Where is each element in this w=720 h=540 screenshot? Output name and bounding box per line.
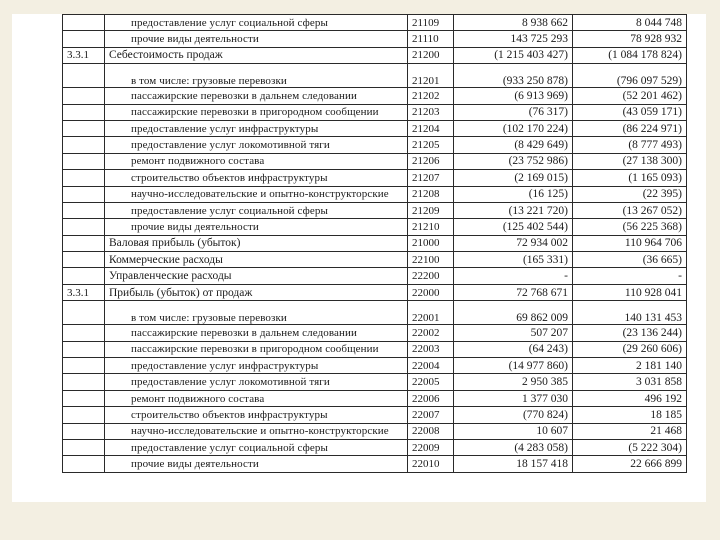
line-code-cell: 21109 (408, 15, 454, 31)
table-row (63, 252, 687, 268)
table-row (63, 137, 687, 153)
current-period-value-cell: 18 157 418 (454, 456, 573, 472)
section-cell (63, 341, 105, 357)
line-code-cell: 21000 (408, 235, 454, 251)
table-row (63, 47, 687, 63)
current-period-value-cell: (14 977 860) (454, 358, 573, 374)
previous-period-value-cell: (5 222 304) (573, 439, 687, 455)
line-code-cell: 22000 (408, 284, 454, 300)
line-code-cell: 21209 (408, 202, 454, 218)
indicator-name-cell: предоставление услуг социальной сферы (105, 439, 408, 455)
indicator-name-cell: ремонт подвижного состава (105, 153, 408, 169)
indicator-name-cell: Валовая прибыль (убыток) (105, 235, 408, 251)
table-row (63, 407, 687, 423)
section-cell (63, 268, 105, 284)
previous-period-value-cell: (29 260 606) (573, 341, 687, 357)
section-cell (63, 153, 105, 169)
indicator-name-cell: предоставление услуг локомотивной тяги (105, 374, 408, 390)
indicator-name-cell: Себестоимость продаж (105, 47, 408, 63)
section-cell (63, 358, 105, 374)
line-code-cell: 22004 (408, 358, 454, 374)
indicator-name-cell: предоставление услуг инфраструктуры (105, 120, 408, 136)
section-cell (63, 15, 105, 31)
previous-period-value-cell: 110 964 706 (573, 235, 687, 251)
line-code-cell: 22006 (408, 390, 454, 406)
table-row (63, 284, 687, 300)
line-code-cell: 22100 (408, 252, 454, 268)
table-row (63, 341, 687, 357)
indicator-name-cell: строительство объектов инфраструктуры (105, 170, 408, 186)
previous-period-value-cell: (1 084 178 824) (573, 47, 687, 63)
previous-period-value-cell: (52 201 462) (573, 88, 687, 104)
indicator-name-cell: Коммерческие расходы (105, 252, 408, 268)
current-period-value-cell: (1 215 403 427) (454, 47, 573, 63)
indicator-name-cell: пассажирские перевозки в дальнем следовании (105, 325, 408, 341)
section-cell (63, 374, 105, 390)
current-period-value-cell: (125 402 544) (454, 219, 573, 235)
indicator-name-cell: прочие виды деятельности (105, 219, 408, 235)
section-cell: 3.3.1 (63, 284, 105, 300)
section-cell (63, 31, 105, 47)
line-code-cell: 22003 (408, 341, 454, 357)
financial-table (62, 14, 687, 473)
table-row (63, 104, 687, 120)
table-row (63, 153, 687, 169)
previous-period-value-cell: 110 928 041 (573, 284, 687, 300)
line-code-cell: 21204 (408, 120, 454, 136)
current-period-value-cell: - (454, 268, 573, 284)
indicator-name-cell: Прибыль (убыток) от продаж (105, 284, 408, 300)
current-period-value-cell: (13 221 720) (454, 202, 573, 218)
indicator-name-cell: ремонт подвижного состава (105, 390, 408, 406)
previous-period-value-cell: 8 044 748 (573, 15, 687, 31)
indicator-name-cell: предоставление услуг социальной сферы (105, 15, 408, 31)
table-row (63, 235, 687, 251)
indicator-name-cell: пассажирские перевозки в пригородном сообщении (105, 104, 408, 120)
line-code-cell: 21203 (408, 104, 454, 120)
current-period-value-cell: (165 331) (454, 252, 573, 268)
table-row (63, 120, 687, 136)
indicator-name-cell: Управленческие расходы (105, 268, 408, 284)
table-row (63, 88, 687, 104)
section-cell (63, 120, 105, 136)
current-period-value-cell: 143 725 293 (454, 31, 573, 47)
table-row (63, 390, 687, 406)
current-period-value-cell: (4 283 058) (454, 439, 573, 455)
section-cell (63, 186, 105, 202)
previous-period-value-cell: (8 777 493) (573, 137, 687, 153)
table-row (63, 325, 687, 341)
table-row (63, 170, 687, 186)
indicator-name-cell: строительство объектов инфраструктуры (105, 407, 408, 423)
line-code-cell: 22005 (408, 374, 454, 390)
previous-period-value-cell: 140 131 453 (573, 301, 687, 325)
previous-period-value-cell: 2 181 140 (573, 358, 687, 374)
current-period-value-cell: (102 170 224) (454, 120, 573, 136)
indicator-name-cell: в том числе: грузовые перевозки (105, 64, 408, 88)
table-row (63, 358, 687, 374)
section-cell (63, 235, 105, 251)
line-code-cell: 22009 (408, 439, 454, 455)
current-period-value-cell: 2 950 385 (454, 374, 573, 390)
indicator-name-cell: пассажирские перевозки в пригородном сообщении (105, 341, 408, 357)
current-period-value-cell: 72 768 671 (454, 284, 573, 300)
current-period-value-cell: 507 207 (454, 325, 573, 341)
current-period-value-cell: 72 934 002 (454, 235, 573, 251)
line-code-cell: 22001 (408, 301, 454, 325)
previous-period-value-cell: 3 031 858 (573, 374, 687, 390)
line-code-cell: 21201 (408, 64, 454, 88)
previous-period-value-cell: (23 136 244) (573, 325, 687, 341)
line-code-cell: 22008 (408, 423, 454, 439)
indicator-name-cell: научно-исследовательские и опытно-конструкторские (105, 423, 408, 439)
table-row (63, 202, 687, 218)
section-cell (63, 301, 105, 325)
indicator-name-cell: предоставление услуг инфраструктуры (105, 358, 408, 374)
section-cell (63, 439, 105, 455)
current-period-value-cell: (8 429 649) (454, 137, 573, 153)
current-period-value-cell: 1 377 030 (454, 390, 573, 406)
current-period-value-cell: 10 607 (454, 423, 573, 439)
section-cell (63, 137, 105, 153)
indicator-name-cell: прочие виды деятельности (105, 31, 408, 47)
line-code-cell: 21205 (408, 137, 454, 153)
indicator-name-cell: в том числе: грузовые перевозки (105, 301, 408, 325)
line-code-cell: 21206 (408, 153, 454, 169)
previous-period-value-cell: - (573, 268, 687, 284)
section-cell (63, 325, 105, 341)
previous-period-value-cell: (86 224 971) (573, 120, 687, 136)
table-row (63, 439, 687, 455)
previous-period-value-cell: 78 928 932 (573, 31, 687, 47)
section-cell (63, 88, 105, 104)
table-row (63, 64, 687, 88)
previous-period-value-cell: (56 225 368) (573, 219, 687, 235)
previous-period-value-cell: (22 395) (573, 186, 687, 202)
line-code-cell: 21202 (408, 88, 454, 104)
table-row (63, 219, 687, 235)
line-code-cell: 22007 (408, 407, 454, 423)
section-cell (63, 202, 105, 218)
section-cell (63, 423, 105, 439)
section-cell (63, 170, 105, 186)
current-period-value-cell: (2 169 015) (454, 170, 573, 186)
line-code-cell: 22010 (408, 456, 454, 472)
section-cell (63, 252, 105, 268)
current-period-value-cell: (64 243) (454, 341, 573, 357)
previous-period-value-cell: (796 097 529) (573, 64, 687, 88)
table-row (63, 423, 687, 439)
previous-period-value-cell: 18 185 (573, 407, 687, 423)
section-cell (63, 219, 105, 235)
table-row (63, 456, 687, 472)
indicator-name-cell: научно-исследовательские и опытно-конструкторские (105, 186, 408, 202)
section-cell: 3.3.1 (63, 47, 105, 63)
current-period-value-cell: (770 824) (454, 407, 573, 423)
table-body (63, 15, 687, 473)
previous-period-value-cell: 21 468 (573, 423, 687, 439)
line-code-cell: 21210 (408, 219, 454, 235)
previous-period-value-cell: 22 666 899 (573, 456, 687, 472)
line-code-cell: 21208 (408, 186, 454, 202)
indicator-name-cell: прочие виды деятельности (105, 456, 408, 472)
table-row (63, 301, 687, 325)
table-row (63, 268, 687, 284)
section-cell (63, 390, 105, 406)
current-period-value-cell: (76 317) (454, 104, 573, 120)
current-period-value-cell: 8 938 662 (454, 15, 573, 31)
line-code-cell: 22002 (408, 325, 454, 341)
indicator-name-cell: пассажирские перевозки в дальнем следовании (105, 88, 408, 104)
indicator-name-cell: предоставление услуг социальной сферы (105, 202, 408, 218)
table-row (63, 15, 687, 31)
previous-period-value-cell: 496 192 (573, 390, 687, 406)
previous-period-value-cell: (36 665) (573, 252, 687, 268)
table-row (63, 31, 687, 47)
scanned-page (12, 14, 706, 502)
section-cell (63, 64, 105, 88)
line-code-cell: 21207 (408, 170, 454, 186)
previous-period-value-cell: (1 165 093) (573, 170, 687, 186)
current-period-value-cell: (933 250 878) (454, 64, 573, 88)
line-code-cell: 22200 (408, 268, 454, 284)
current-period-value-cell: (6 913 969) (454, 88, 573, 104)
section-cell (63, 456, 105, 472)
current-period-value-cell: (23 752 986) (454, 153, 573, 169)
current-period-value-cell: 69 862 009 (454, 301, 573, 325)
section-cell (63, 104, 105, 120)
current-period-value-cell: (16 125) (454, 186, 573, 202)
previous-period-value-cell: (27 138 300) (573, 153, 687, 169)
indicator-name-cell: предоставление услуг локомотивной тяги (105, 137, 408, 153)
section-cell (63, 407, 105, 423)
table-row (63, 186, 687, 202)
line-code-cell: 21110 (408, 31, 454, 47)
previous-period-value-cell: (43 059 171) (573, 104, 687, 120)
line-code-cell: 21200 (408, 47, 454, 63)
table-row (63, 374, 687, 390)
previous-period-value-cell: (13 267 052) (573, 202, 687, 218)
